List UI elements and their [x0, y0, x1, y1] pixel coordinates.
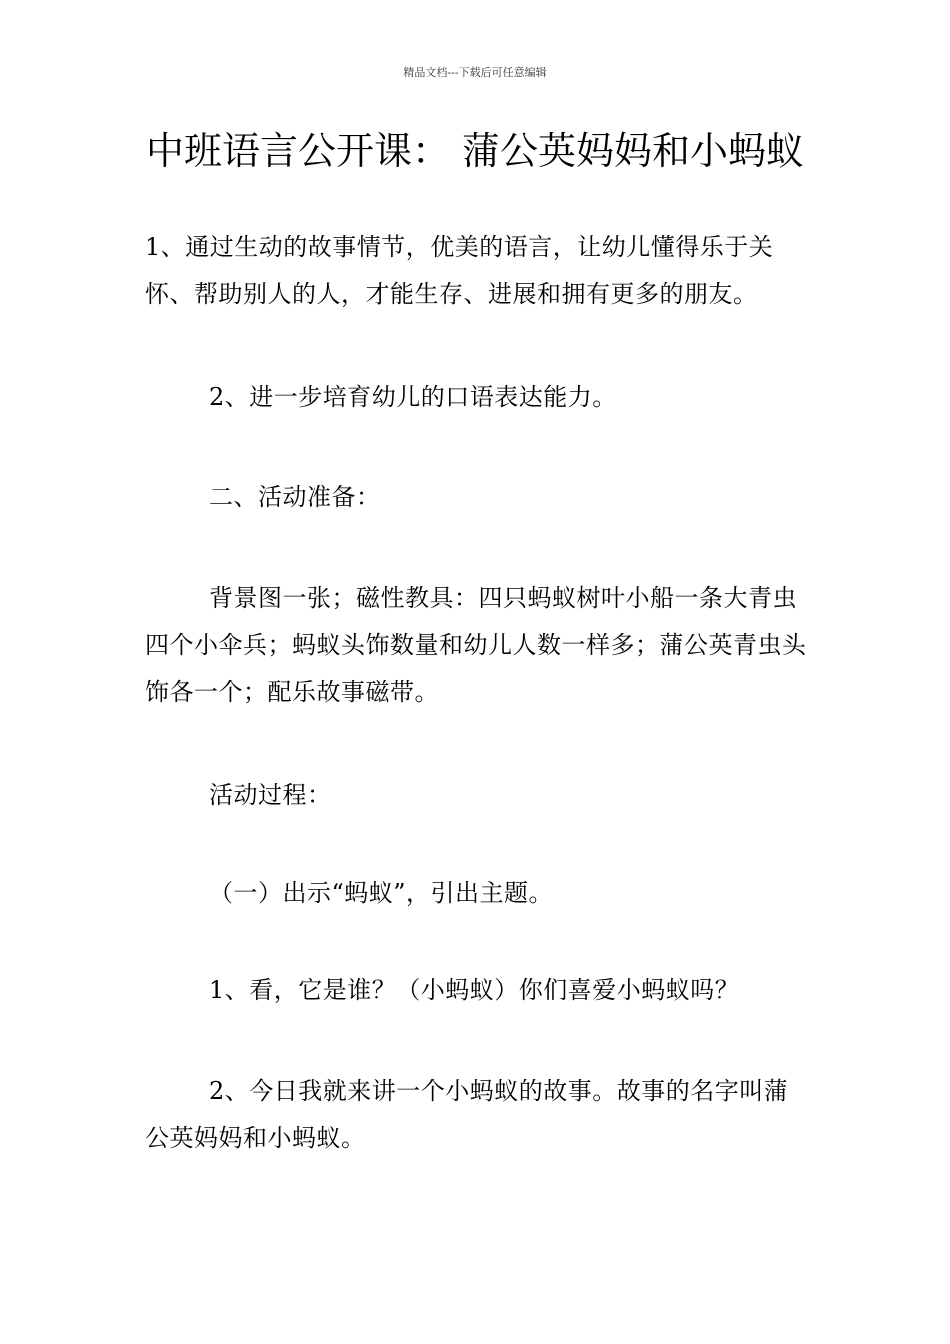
document-title: 中班语言公开课： 蒲公英妈妈和小蚂蚁 — [145, 129, 805, 173]
paragraph-goal-1: 1、通过生动的故事情节，优美的语言，让幼儿懂得乐于关怀、帮助别人的人，才能生存、进展和拥有更多的朋友。 — [145, 233, 774, 308]
paragraph-goal-2: 2、进一步培育幼儿的口语表达能力。 — [209, 383, 617, 411]
page-header-note: 精品文档---下载后可任意编辑 — [403, 66, 547, 79]
paragraph-step-1-1: 1、看，它是谁？（小蚂蚁）你们喜爱小蚂蚁吗？ — [209, 976, 740, 1004]
paragraph-materials: 背景图一张；磁性教具：四只蚂蚁树叶小船一条大青虫四个小伞兵；蚂蚁头饰数量和幼儿人数一样多；蒲公英青虫头饰各一个；配乐故事磁带。 — [145, 584, 807, 706]
section-heading-process: 活动过程： — [209, 781, 332, 809]
paragraph-step-1: （一）出示“蚂蚁”，引出主题。 — [209, 879, 554, 907]
section-heading-preparation: 二、活动准备： — [209, 483, 381, 511]
paragraph-step-1-2: 2、今日我就来讲一个小蚂蚁的故事。故事的名字叫蒲公英妈妈和小蚂蚁。 — [145, 1077, 789, 1152]
